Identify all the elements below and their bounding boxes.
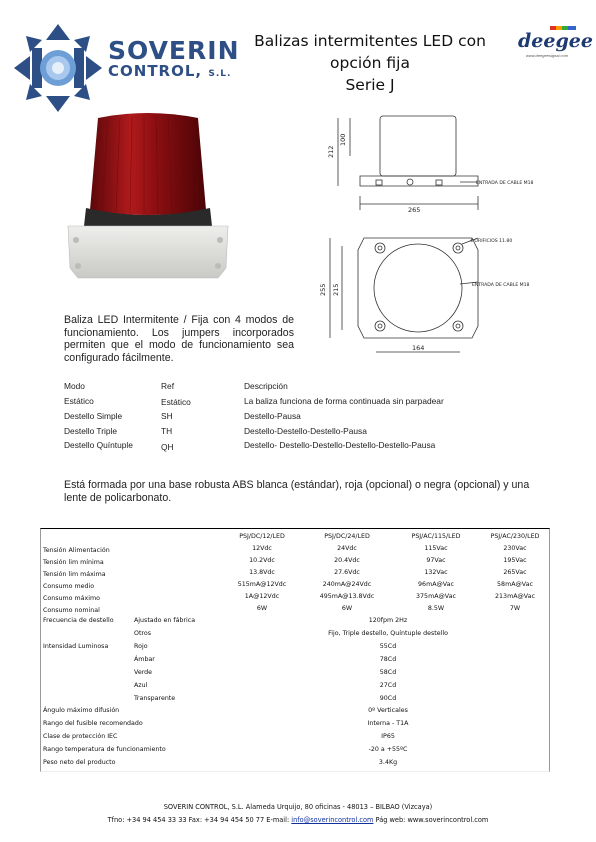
spec-sublabel: Rojo: [134, 643, 148, 650]
specs-row: [41, 669, 551, 681]
spec-sublabel: Transparente: [134, 695, 176, 702]
specs-table: [40, 528, 550, 772]
construction-text: Está formada por una base robusta ABS blanca (estándar), roja (opcional) o negra (opcional) y una lente de policarbonato.: [64, 479, 530, 504]
model-col-4: PSJ/AC/230/LED: [490, 533, 540, 540]
spec-value: 90Cd: [379, 695, 397, 702]
spec-value: 6W: [256, 605, 268, 612]
product-description: Baliza LED Intermitente / Fija con 4 modos de funcionamiento. Los jumpers incorporados permiten que el modo de funcionamiento sea configurado fácilmente.: [64, 314, 294, 364]
specs-row: [41, 746, 551, 758]
page-title: [225, 30, 515, 96]
spec-sublabel: Verde: [134, 669, 153, 676]
specs-row: [41, 656, 551, 668]
specs-row: [41, 593, 551, 605]
spec-value: Fijo, Triple destello, Quíntuple destello: [328, 630, 448, 637]
specs-row: [41, 720, 551, 732]
specs-row-flash: [41, 617, 551, 629]
spec-label: Ángulo máximo difusión: [43, 707, 120, 714]
spec-value: 0º Verticales: [368, 707, 408, 714]
spec-label: Consumo medio: [43, 583, 95, 590]
spec-label: Consumo máximo: [43, 595, 100, 602]
holes-label: 4 ORIFICIOS 11.80: [470, 239, 513, 244]
footer-phone-fax: Tfno: +34 94 454 33 33 Fax: +34 94 454 50 77 E-mail:: [107, 816, 292, 824]
footer-web: Pág web: www.soverincontrol.com: [373, 816, 489, 824]
specs-row: [41, 682, 551, 694]
model-col-2: PSJ/DC/24/LED: [324, 533, 370, 540]
spec-value: 375mA@Vac: [416, 593, 456, 600]
specs-row: [41, 557, 551, 569]
spec-value: 132Vac: [424, 569, 448, 576]
specs-row: [41, 569, 551, 581]
dim-255: 255: [319, 283, 327, 296]
spec-value: IP65: [381, 733, 395, 740]
spec-value: 265Vac: [503, 569, 527, 576]
spec-value: 120fpm 2Hz: [368, 617, 408, 624]
model-col-3: PSJ/AC/115/LED: [411, 533, 461, 540]
spec-label: Tensión lim mínima: [43, 559, 104, 566]
cable-entry-label-top: ENTRADA DE CABLE M18: [476, 181, 534, 186]
spec-value: 195Vac: [503, 557, 527, 564]
spec-label: Peso neto del producto: [43, 759, 116, 766]
specs-models-row: [41, 533, 551, 545]
model-col-1: PSJ/DC/12/LED: [239, 533, 285, 540]
title-line-3: Serie J: [345, 76, 395, 94]
brand-name: SOVERIN: [108, 36, 240, 65]
dim-100: 100: [339, 133, 347, 146]
mode-ref: TH: [161, 426, 173, 436]
brand-suffix: S.L.: [208, 69, 232, 79]
spec-sublabel: Azul: [134, 682, 148, 689]
spec-value: 240mA@24Vdc: [322, 581, 372, 588]
spec-value: 3.4Kg: [378, 759, 398, 766]
specs-row: [41, 545, 551, 557]
brand-subname: CONTROL, S.L.: [108, 62, 232, 80]
specs-row-intensity: [41, 643, 551, 655]
title-line-2: opción fija: [330, 54, 410, 72]
spec-value: 7W: [509, 605, 521, 612]
specs-row: [41, 733, 551, 745]
deegee-url: www.deegeesignal.com: [526, 53, 569, 58]
spec-value: 230Vac: [503, 545, 527, 552]
spec-label: Tensión Alimentación: [43, 547, 110, 554]
spec-value: 10.2Vdc: [249, 557, 275, 564]
deegee-logo: [516, 26, 593, 64]
soverin-logo-icon: [12, 22, 104, 114]
mode-desc: Destello- Destello-Destello-Destello-Destello-Pausa: [244, 440, 436, 450]
spec-value: Interna - T1A: [367, 720, 409, 727]
spec-sublabel: Otros: [134, 630, 152, 637]
mode-desc: Destello-Pausa: [244, 411, 301, 421]
spec-value: 213mA@Vac: [495, 593, 535, 600]
mode-ref: SH: [161, 411, 173, 421]
specs-row: [41, 630, 551, 642]
spec-label: Tensión lim máxima: [43, 571, 106, 578]
spec-value: 27Cd: [379, 682, 397, 689]
footer-contact: [0, 816, 596, 824]
spec-value: -20 a +55ºC: [368, 746, 408, 753]
specs-row: [41, 605, 551, 617]
mode-ref: QH: [161, 442, 174, 452]
beacon-photo: [58, 110, 238, 310]
spec-value: 27.6Vdc: [334, 569, 360, 576]
dim-212: 212: [327, 145, 335, 158]
specs-row: [41, 759, 551, 771]
dimension-drawing: [310, 100, 570, 360]
dim-164: 164: [412, 344, 425, 352]
mode-name: Destello Simple: [64, 411, 123, 421]
spec-value: 495mA@13.8Vdc: [319, 593, 375, 600]
spec-value: 78Cd: [379, 656, 397, 663]
dim-215: 215: [332, 283, 340, 296]
spec-value: 6W: [341, 605, 353, 612]
spec-value: 13.8Vdc: [249, 569, 275, 576]
mode-name: Destello Quíntuple: [64, 440, 133, 450]
specs-row: [41, 707, 551, 719]
title-line-1: Balizas intermitentes LED con: [254, 32, 486, 50]
spec-sublabel: Ajustado en fábrica: [134, 617, 196, 624]
spec-value: 8.5W: [427, 605, 445, 612]
spec-label: Intensidad Luminosa: [43, 643, 109, 650]
mode-name: Estático: [64, 396, 94, 406]
mode-ref: Estático: [161, 397, 191, 407]
spec-value: 1A@12Vdc: [244, 593, 280, 600]
spec-value: 12Vdc: [252, 545, 272, 552]
spec-label: Clase de protección IEC: [43, 733, 118, 740]
modes-header-ref: Ref: [161, 381, 175, 391]
footer-address: SOVERIN CONTROL, S.L. Alameda Urquijo, 80 oficinas - 48013 – BILBAO (Vizcaya): [163, 803, 433, 811]
mode-desc: Destello-Destello-Destello-Pausa: [244, 426, 367, 436]
spec-sublabel: Ámbar: [134, 656, 155, 663]
mode-name: Destello Triple: [64, 426, 118, 436]
mode-desc: La baliza funciona de forma continuada sin parpadear: [244, 396, 444, 406]
specs-row: [41, 581, 551, 593]
spec-value: 24Vdc: [337, 545, 357, 552]
spec-value: 96mA@Vac: [418, 581, 454, 588]
spec-value: 515mA@12Vdc: [237, 581, 287, 588]
modes-header-desc: Descripción: [244, 381, 288, 391]
specs-row: [41, 695, 551, 707]
spec-label: Frecuencia de destello: [43, 617, 114, 624]
cable-entry-label-bottom: ENTRADA DE CABLE M18: [472, 283, 530, 288]
footer-email-link[interactable]: info@soverincontrol.com: [291, 816, 374, 824]
modes-header-mode: Modo: [64, 381, 85, 391]
deegee-wordmark: deegee: [518, 30, 593, 52]
spec-label: Rango del fusible recomendado: [43, 720, 143, 727]
dim-265: 265: [408, 206, 421, 214]
spec-value: 20.4Vdc: [334, 557, 360, 564]
spec-value: 115Vac: [424, 545, 448, 552]
spec-value: 55Cd: [379, 643, 397, 650]
spec-value: 97Vac: [426, 557, 446, 564]
spec-label: Consumo nominal: [43, 607, 100, 614]
spec-value: 58mA@Vac: [497, 581, 533, 588]
spec-value: 58Cd: [379, 669, 397, 676]
spec-label: Rango temperatura de funcionamiento: [43, 746, 166, 753]
